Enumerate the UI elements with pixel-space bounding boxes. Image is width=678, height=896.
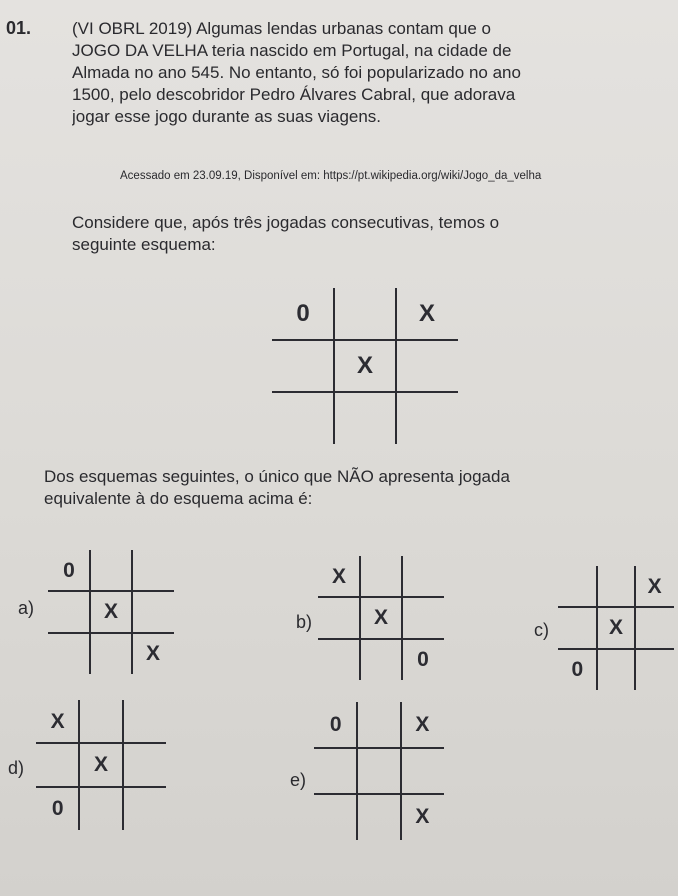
option-label-d: d) (8, 758, 25, 778)
option-label-a: a) (18, 598, 35, 618)
o-mark: 0 (51, 796, 64, 820)
x-mark: X (145, 641, 160, 665)
x-mark: X (373, 606, 388, 630)
o-mark: 0 (329, 713, 342, 736)
x-mark: X (415, 805, 430, 828)
option-label-c: c) (534, 620, 549, 640)
consider-line: seguinte esquema: (72, 235, 216, 254)
paragraph-line: (VI OBRL 2019) Algumas lendas urbanas contam que o (72, 19, 491, 38)
option-b-board[interactable] (318, 556, 444, 680)
x-mark: X (415, 713, 430, 736)
prompt-line: Dos esquemas seguintes, o único que NÃO apresenta jogada (44, 467, 510, 486)
option-c-board[interactable] (558, 566, 674, 690)
option-label-e: e) (290, 770, 307, 790)
x-mark: X (331, 565, 346, 588)
source-citation: Acessado em 23.09.19, Disponível em: https://pt.wikipedia.org/wiki/Jogo_da_velha (120, 170, 542, 182)
prompt-line: equivalente à do esquema acima é: (44, 489, 313, 508)
x-mark: X (93, 753, 108, 777)
option-label-b: b) (296, 612, 313, 632)
o-mark: 0 (417, 647, 429, 671)
option-d-board[interactable] (36, 700, 166, 830)
question-number: 01. (6, 18, 32, 38)
paragraph-line: jogar esse jogo durante as suas viagens. (72, 107, 382, 126)
question-prompt (44, 466, 674, 510)
consider-line: Considere que, após três jogadas consecutivas, temos o (72, 213, 500, 232)
o-mark: 0 (296, 300, 310, 327)
x-mark: X (103, 600, 118, 624)
consider-text (72, 212, 668, 256)
paragraph-line: Almada no ano 545. No entanto, só foi popularizado no ano (72, 63, 521, 82)
paragraph-line: 1500, pelo descobridor Pedro Álvares Cabral, que adorava (72, 85, 516, 104)
x-mark: X (418, 300, 435, 327)
o-mark: 0 (571, 657, 584, 681)
x-mark: X (647, 575, 662, 598)
x-mark: X (356, 352, 373, 379)
o-mark: 0 (63, 559, 75, 582)
paragraph-line: JOGO DA VELHA teria nascido em Portugal, na cidade de (72, 41, 512, 60)
x-mark: X (608, 616, 623, 640)
option-a-board[interactable] (48, 550, 174, 674)
x-mark: X (50, 710, 65, 733)
option-e-board[interactable] (314, 702, 444, 840)
main-tic-tac-toe-board (272, 288, 458, 444)
question-paragraph (72, 18, 668, 128)
